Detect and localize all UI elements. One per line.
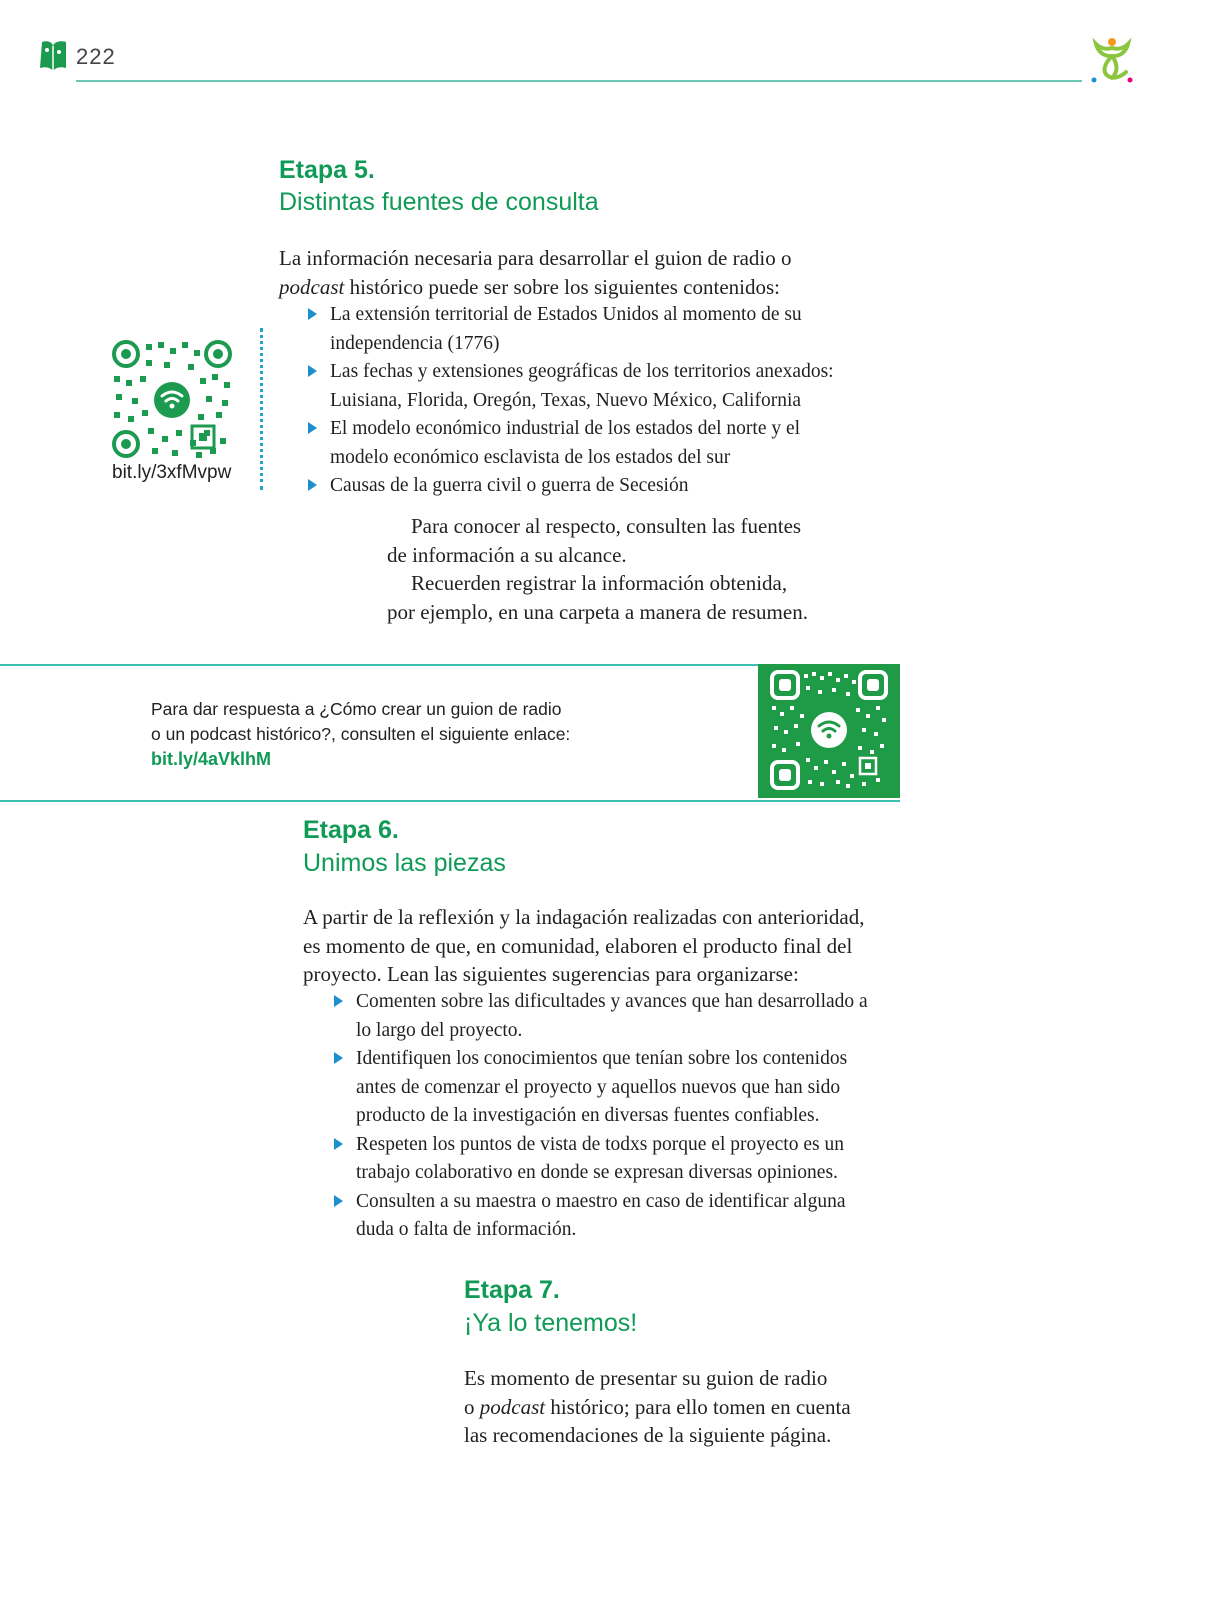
list-item: Respeten los puntos de vista de todxs porque el proyecto es un trabajo colaborativo en donde se expresan diversas opiniones. <box>328 1131 928 1188</box>
stage6-title: Unimos las piezas <box>303 849 506 877</box>
list-item: El modelo económico industrial de los estados del norte y el modelo económico esclavista de los estados del sur <box>302 415 902 472</box>
logo-icon <box>1088 36 1136 86</box>
stage5-closing: Para conocer al respecto, consulten las fuentes de información a su alcance. Recuerden registrar la información obtenida, por ejemplo, en una carpeta a manera de resumen. <box>387 514 808 624</box>
stage7-number: Etapa 7. <box>464 1276 560 1304</box>
bullet-triangle-icon <box>334 1138 343 1150</box>
bullet-triangle-icon <box>308 479 317 491</box>
book-icon <box>38 38 68 74</box>
page-number: 222 <box>76 44 116 69</box>
stage7-text: Es momento de presentar su guion de radio o podcast histórico; para ello tomen en cuenta las recomendaciones de la siguiente página. <box>464 1366 851 1447</box>
stage5-intro: La información necesaria para desarrollar el guion de radio o podcast histórico puede ser sobre los siguientes contenidos: <box>279 246 792 299</box>
list-item: Las fechas y extensiones geográficas de los territorios anexados: Luisiana, Florida, Oregón, Texas, Nuevo México, California <box>302 358 902 415</box>
qr-code-icon[interactable] <box>770 670 888 790</box>
bullet-triangle-icon <box>334 995 343 1007</box>
qr-link-text[interactable]: bit.ly/3xfMvpw <box>112 462 232 483</box>
bullet-triangle-icon <box>334 1195 343 1207</box>
list-item: Causas de la guerra civil o guerra de Secesión <box>302 472 902 501</box>
stage5-bullet-list <box>302 301 902 501</box>
list-item: La extensión territorial de Estados Unidos al momento de su independencia (1776) <box>302 301 902 358</box>
bullet-triangle-icon <box>308 365 317 377</box>
stage6-number: Etapa 6. <box>303 816 399 844</box>
stage7-title: ¡Ya lo tenemos! <box>464 1309 638 1337</box>
dotted-divider <box>260 328 263 490</box>
qr-code-icon[interactable] <box>112 340 232 460</box>
list-item: Comenten sobre las dificultades y avances que han desarrollado a lo largo del proyecto. <box>328 988 928 1045</box>
stage5-number: Etapa 5. <box>279 156 375 184</box>
info-box-text: Para dar respuesta a ¿Cómo crear un guion de radio o un podcast histórico?, consulten el siguiente enlace: bit.ly/4aVklhM <box>151 699 571 769</box>
bullet-triangle-icon <box>308 308 317 320</box>
stage6-intro: A partir de la reflexión y la indagación realizadas con anterioridad, es momento de que, en comunidad, elaboren el producto final del proyecto. Lean las siguientes sugerencias para organizarse: <box>303 905 865 986</box>
header-rule <box>76 80 1082 82</box>
stage5-title: Distintas fuentes de consulta <box>279 188 599 216</box>
bullet-triangle-icon <box>308 422 317 434</box>
list-item: Identifiquen los conocimientos que tenían sobre los contenidos antes de comenzar el proyecto y aquellos nuevos que han sido producto de la investigación en diversas fuentes confiables. <box>328 1045 928 1131</box>
list-item: Consulten a su maestra o maestro en caso de identificar alguna duda o falta de información. <box>328 1188 928 1245</box>
bullet-triangle-icon <box>334 1052 343 1064</box>
info-box-link[interactable]: bit.ly/4aVklhM <box>151 749 272 769</box>
stage6-bullet-list <box>328 988 928 1245</box>
